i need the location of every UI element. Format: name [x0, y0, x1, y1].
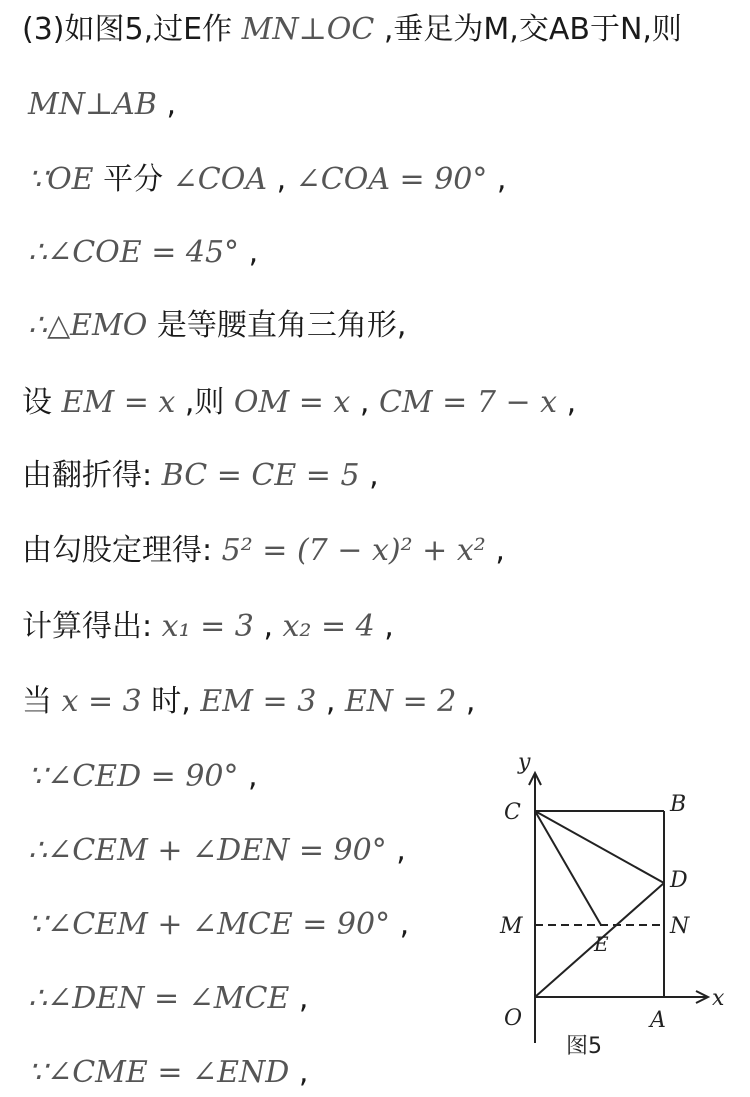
math-expression: x₂ = 4 [282, 609, 375, 644]
text-fragment: (3)如图5,过E作 [22, 12, 242, 47]
label-M: M [500, 914, 523, 939]
math-expression: ∠COA = 90° [295, 162, 488, 197]
text-fragment: , [557, 385, 577, 420]
text-fragment: , [156, 87, 176, 122]
text-fragment: 平分 [93, 162, 173, 197]
solution-line [28, 757, 258, 797]
text-fragment: , [350, 385, 379, 420]
math-expression: ∴∠COE = 45° [28, 235, 240, 270]
math-expression: ∴∠DEN = ∠MCE [28, 981, 290, 1016]
label-E: E [594, 932, 609, 956]
text-fragment: 是等腰直角三角形, [147, 308, 407, 343]
segment-CD [535, 811, 664, 883]
text-fragment: ,垂足为M,交AB于N,则 [374, 12, 682, 47]
solution-line [22, 383, 576, 423]
text-fragment: , [487, 162, 507, 197]
solution-line [22, 531, 505, 571]
label-N: N [670, 914, 690, 939]
text-fragment: , [316, 684, 345, 719]
math-expression: ∠COA [172, 162, 268, 197]
text-fragment: , [238, 759, 258, 794]
math-expression: MN⊥OC [241, 12, 375, 47]
math-expression: EM = 3 [200, 684, 317, 719]
text-fragment: , [456, 684, 476, 719]
solution-line [28, 306, 406, 346]
math-expression: BC = CE = 5 [161, 458, 360, 493]
label-y: y [518, 750, 531, 775]
figure-svg [490, 745, 730, 1065]
solution-line [28, 160, 506, 200]
solution-line [28, 979, 308, 1019]
label-A: A [650, 1008, 666, 1033]
segment-CE [535, 811, 601, 925]
math-expression: ∴△EMO [28, 308, 148, 343]
math-expression: 5² = (7 − x)² + x² [221, 533, 486, 568]
math-expression: ∵∠CED = 90° [28, 759, 239, 794]
geometry-figure-5 [490, 745, 730, 1065]
text-fragment: , [359, 458, 379, 493]
math-expression: MN⊥AB [28, 87, 157, 122]
math-expression: x = 3 [61, 684, 142, 719]
label-C: C [504, 800, 521, 825]
math-expression: OM = x [233, 385, 351, 420]
label-x: x [712, 986, 725, 1011]
text-fragment: , [390, 907, 410, 942]
math-expression: x₁ = 3 [161, 609, 254, 644]
solution-line [28, 233, 258, 273]
math-expression: CM = 7 − x [378, 385, 558, 420]
label-B: B [670, 792, 687, 817]
text-fragment: , [289, 1055, 309, 1090]
solution-line [22, 682, 475, 722]
solution-line [22, 10, 682, 50]
text-fragment: 由翻折得: [22, 458, 162, 493]
text-fragment: , [485, 533, 505, 568]
solution-line [28, 905, 409, 945]
math-expression: ∵OE [28, 162, 94, 197]
label-D: D [670, 868, 688, 893]
solution-line [22, 456, 379, 496]
text-fragment: 计算得出: [22, 609, 162, 644]
text-fragment: , [239, 235, 259, 270]
math-expression: ∵∠CME = ∠END [28, 1055, 290, 1090]
text-fragment: , [267, 162, 296, 197]
solution-line [28, 831, 406, 871]
text-fragment: ,则 [175, 385, 234, 420]
text-fragment: , [374, 609, 394, 644]
label-O: O [504, 1006, 523, 1031]
solution-line [22, 607, 394, 647]
math-expression: EN = 2 [344, 684, 457, 719]
text-fragment: 设 [22, 385, 62, 420]
math-expression: ∵∠CEM + ∠MCE = 90° [28, 907, 391, 942]
text-fragment: 由勾股定理得: [22, 533, 222, 568]
solution-line [28, 1053, 308, 1093]
text-fragment: , [386, 833, 406, 868]
text-fragment: , [289, 981, 309, 1016]
text-fragment: 当 [22, 684, 62, 719]
solution-line [28, 85, 176, 125]
figure-caption: 图5 [566, 1034, 602, 1059]
math-expression: ∴∠CEM + ∠DEN = 90° [28, 833, 387, 868]
text-fragment: , [253, 609, 283, 644]
text-fragment: 时, [141, 684, 201, 719]
math-expression: EM = x [61, 385, 176, 420]
